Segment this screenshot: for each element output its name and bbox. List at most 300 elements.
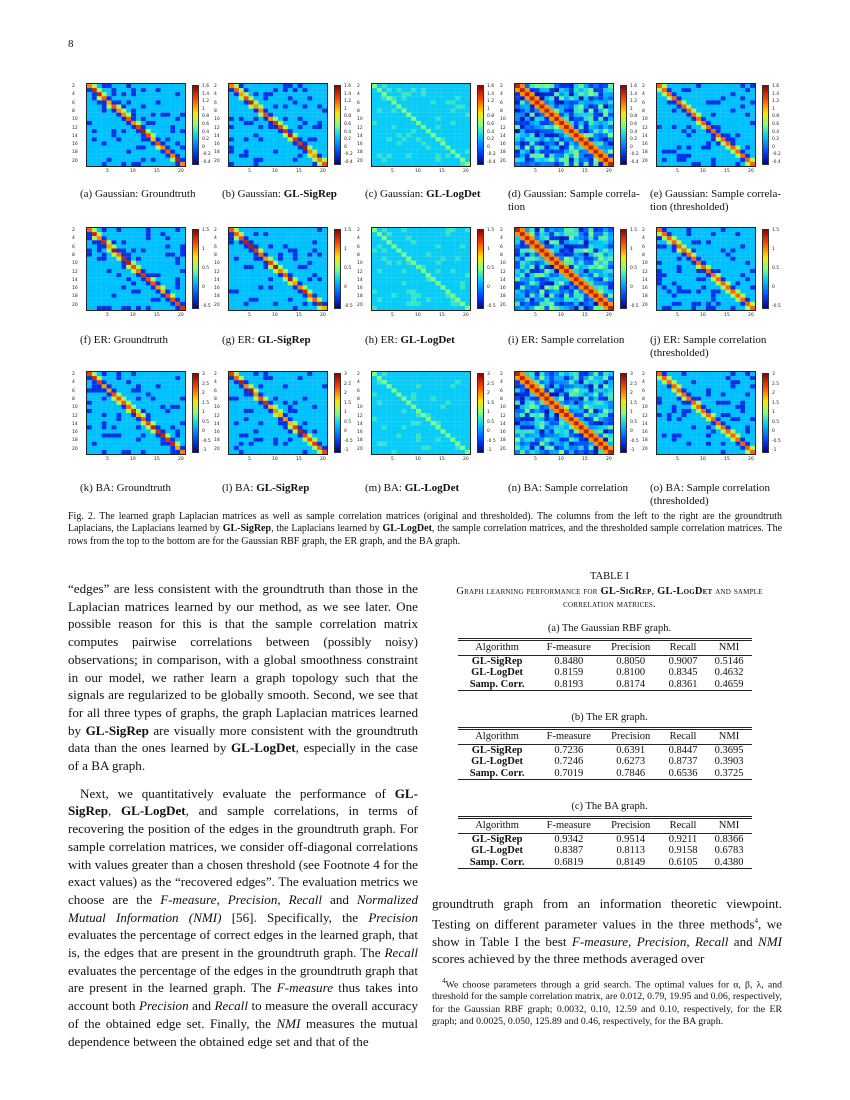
y-tick-label: 6 — [72, 244, 75, 250]
y-tick-label: 16 — [500, 430, 506, 436]
y-tick-label: 8 — [642, 252, 645, 258]
colorbar-tick-label: 1.4 — [630, 91, 638, 97]
table-subtitle-gaussian: (a) The Gaussian RBF graph. — [547, 623, 672, 634]
x-tick-label: 15 — [724, 457, 730, 462]
colorbar-tick-label: 1 — [487, 247, 490, 252]
colorbar-tick-label: -1 — [344, 448, 349, 453]
value-cell: 0.3903 — [714, 756, 744, 768]
colorbar-tick-label: 0 — [772, 429, 775, 434]
y-tick-label: 6 — [357, 100, 360, 106]
x-tick-label: 10 — [558, 457, 564, 462]
y-tick-label: 10 — [72, 261, 78, 267]
x-tick-label: 5 — [534, 457, 537, 462]
value-cell: 0.6391 — [616, 744, 646, 756]
y-tick-label: 12 — [642, 125, 648, 131]
value-cell: 0.4659 — [714, 678, 744, 690]
y-tick-label: 8 — [357, 108, 360, 114]
y-tick-label: 10 — [357, 117, 363, 123]
colorbar-tick-label: 0.2 — [202, 137, 210, 143]
y-tick-label: 6 — [72, 100, 75, 106]
colorbar-tick-label: -0.5 — [202, 304, 211, 309]
algorithm-cell: GL-SigRep — [471, 744, 523, 756]
y-tick-label: 14 — [357, 133, 363, 139]
y-tick-label: 16 — [72, 142, 78, 148]
algorithm-cell: GL-SigRep — [471, 655, 523, 667]
colorbar-tick-label: -0.5 — [772, 304, 781, 309]
y-tick-label: 20 — [357, 446, 363, 452]
column-header: Algorithm — [458, 729, 536, 745]
y-tick-label: 14 — [642, 277, 648, 283]
y-tick-label: 14 — [72, 421, 78, 427]
y-tick-label: 6 — [214, 388, 217, 394]
colorbar-tick-label: 0 — [630, 144, 633, 150]
colorbar-tick-label: -0.4 — [630, 160, 639, 165]
footnote-4: $^4$We choose parameters through a grid search. The optimal values for α, β, λ, and threshold for the sample correlation matrix, are 0.012, 0.79, 19.95 and 0.06, respectively, for the Gaussian RBF graph; 0.0032, 0.10, 12.59 and 0.10, respectively, for the ER graph; and 0.0025, 0.050, 125.89 and 0.46, respectively, for the BA graph. — [432, 977, 782, 1027]
colorbar-tick-label: -0.4 — [344, 160, 353, 165]
colorbar-tick-label: 2.5 — [630, 381, 638, 387]
subcaption-n: (n) BA: Sample correlation — [508, 482, 629, 494]
y-tick-label: 20 — [500, 446, 506, 452]
x-tick-label: 20 — [606, 169, 612, 174]
y-tick-label: 6 — [500, 388, 503, 394]
colorbar-tick-label: 0.4 — [630, 129, 638, 135]
y-tick-label: 12 — [72, 269, 78, 275]
page-number: 8 — [68, 38, 74, 50]
colorbar-tick-label: 1 — [202, 410, 205, 415]
colorbar — [477, 229, 484, 309]
y-tick-label: 14 — [214, 277, 220, 283]
x-tick-label: 5 — [106, 313, 109, 318]
colorbar-tick-label: 0.2 — [630, 137, 638, 143]
column-header: NMI — [706, 818, 752, 834]
y-tick-label: 8 — [214, 252, 217, 258]
y-tick-label: 10 — [214, 261, 220, 267]
colorbar — [477, 373, 484, 453]
x-tick-label: 20 — [178, 169, 184, 174]
value-cell: 0.9007 — [668, 655, 698, 667]
y-tick-label: 14 — [214, 421, 220, 427]
colorbar-tick-label: 0.2 — [772, 137, 780, 143]
y-tick-label: 16 — [214, 286, 220, 292]
value-cell: 0.8361 — [668, 678, 698, 690]
colorbar-tick-label: 1.5 — [630, 228, 638, 233]
x-tick-label: 5 — [248, 169, 251, 174]
x-tick-label: 20 — [320, 169, 326, 174]
colorbar-tick-label: 1 — [630, 106, 633, 112]
colorbar — [620, 229, 627, 309]
subcaption-d: (d) Gaussian: Sample correla- tion — [508, 188, 640, 213]
colorbar — [334, 85, 341, 165]
x-tick-label: 15 — [296, 169, 302, 174]
subcaption-l: (l) BA: GL-SigRep — [222, 482, 310, 494]
value-cell: 0.7236 — [554, 744, 584, 756]
y-tick-label: 2 — [500, 228, 503, 233]
colorbar-tick-label: 0.4 — [344, 129, 352, 135]
algorithm-cell: Samp. Corr. — [469, 856, 525, 868]
table-row — [458, 744, 752, 756]
y-tick-label: 12 — [357, 125, 363, 131]
table-title: Graph learning performance for GL-SigRep, GL-LogDet and sample correlation matrices. — [456, 586, 763, 610]
colorbar-tick-label: 1.4 — [487, 91, 495, 97]
colorbar-tick-label: 1.6 — [772, 84, 780, 89]
table-row — [458, 655, 752, 667]
y-tick-label: 12 — [214, 413, 220, 419]
colorbar-tick-label: 1 — [487, 106, 490, 112]
y-tick-label: 16 — [214, 430, 220, 436]
y-tick-label: 16 — [500, 286, 506, 292]
x-tick-label: 10 — [272, 457, 278, 462]
y-tick-label: 20 — [214, 158, 220, 164]
colorbar-tick-label: 1.4 — [772, 91, 780, 97]
x-tick-label: 15 — [582, 313, 588, 318]
value-cell: 0.7019 — [554, 767, 584, 779]
subcaption-h: (h) ER: GL-LogDet — [365, 334, 455, 346]
y-tick-label: 10 — [500, 405, 506, 411]
y-tick-label: 2 — [500, 84, 503, 89]
x-tick-label: 5 — [106, 457, 109, 462]
y-tick-label: 2 — [72, 228, 75, 233]
colorbar-tick-label: 0.5 — [630, 266, 638, 271]
colorbar-tick-label: 0.5 — [772, 419, 780, 425]
colorbar-tick-label: 1.5 — [630, 400, 638, 406]
colorbar-tick-label: 2 — [772, 391, 775, 396]
y-tick-label: 8 — [72, 108, 75, 114]
colorbar-tick-label: 1 — [487, 410, 490, 415]
colorbar-tick-label: -0.5 — [344, 304, 353, 309]
y-tick-label: 12 — [357, 269, 363, 275]
value-cell: 0.6819 — [554, 856, 584, 868]
colorbar-tick-label: 0 — [487, 429, 490, 434]
y-tick-label: 2 — [500, 372, 503, 377]
y-tick-label: 18 — [72, 438, 78, 444]
colorbar-tick-label: 2.5 — [487, 381, 495, 387]
x-tick-label: 5 — [534, 313, 537, 318]
x-tick-label: 15 — [154, 169, 160, 174]
colorbar-tick-label: 3 — [487, 372, 490, 377]
colorbar-tick-label: 1 — [772, 106, 775, 112]
colorbar-tick-label: 2 — [630, 391, 633, 396]
colorbar — [477, 85, 484, 165]
colorbar-tick-label: 1.4 — [344, 91, 352, 97]
y-tick-label: 6 — [642, 244, 645, 250]
value-cell: 0.9158 — [668, 845, 698, 857]
y-tick-label: 8 — [642, 396, 645, 402]
value-cell: 0.3695 — [714, 744, 744, 756]
colorbar-tick-label: 1.5 — [202, 400, 210, 406]
y-tick-label: 4 — [500, 380, 503, 386]
table-row — [458, 756, 752, 768]
colorbar-tick-label: 0.6 — [202, 122, 210, 127]
colorbar-tick-label: -0.4 — [772, 160, 781, 165]
colorbar-tick-label: -0.5 — [630, 304, 639, 309]
value-cell: 0.6273 — [616, 756, 646, 768]
y-tick-label: 8 — [214, 108, 217, 114]
x-tick-label: 10 — [415, 457, 421, 462]
left-column-text — [68, 580, 418, 1050]
y-tick-label: 20 — [214, 446, 220, 452]
colorbar-tick-label: 2.5 — [772, 381, 780, 387]
y-tick-label: 4 — [500, 236, 503, 242]
x-tick-label: 5 — [106, 169, 109, 174]
x-tick-label: 20 — [748, 169, 754, 174]
colorbar — [334, 373, 341, 453]
heatmap-c — [371, 83, 471, 167]
subcaption-b: (b) Gaussian: GL-SigRep — [222, 188, 337, 200]
heatmap-a — [86, 83, 186, 167]
y-tick-label: 12 — [500, 413, 506, 419]
value-cell: 0.8387 — [554, 845, 584, 857]
y-tick-label: 10 — [214, 405, 220, 411]
y-tick-label: 16 — [357, 430, 363, 436]
y-tick-label: 20 — [642, 302, 648, 308]
colorbar-tick-label: -0.5 — [344, 438, 353, 444]
y-tick-label: 18 — [357, 294, 363, 300]
x-tick-label: 10 — [700, 169, 706, 174]
x-tick-label: 20 — [178, 313, 184, 318]
table-row — [458, 679, 752, 691]
colorbar-tick-label: -0.2 — [772, 152, 781, 158]
y-tick-label: 12 — [72, 125, 78, 131]
table-row — [458, 857, 752, 869]
y-tick-label: 6 — [357, 388, 360, 394]
colorbar-tick-label: 1.5 — [344, 400, 352, 406]
colorbar-tick-label: 0.8 — [202, 114, 210, 120]
value-cell: 0.8737 — [668, 756, 698, 768]
heatmap-h — [371, 227, 471, 311]
y-tick-label: 2 — [642, 228, 645, 233]
x-tick-label: 20 — [178, 457, 184, 462]
y-tick-label: 14 — [357, 421, 363, 427]
y-tick-label: 18 — [72, 150, 78, 156]
y-tick-label: 18 — [214, 294, 220, 300]
colorbar-tick-label: 0.8 — [344, 114, 352, 120]
y-tick-label: 4 — [357, 380, 360, 386]
table-gaussian — [458, 638, 752, 691]
y-tick-label: 4 — [642, 380, 645, 386]
colorbar-tick-label: 0 — [630, 285, 633, 290]
y-tick-label: 4 — [72, 92, 75, 98]
colorbar — [192, 85, 199, 165]
x-tick-label: 5 — [676, 313, 679, 318]
table-er — [458, 727, 752, 780]
right-column-text — [432, 895, 782, 968]
y-tick-label: 20 — [72, 302, 78, 308]
column-header: NMI — [706, 729, 752, 745]
y-tick-label: 14 — [72, 133, 78, 139]
x-tick-label: 10 — [700, 457, 706, 462]
x-tick-label: 15 — [439, 169, 445, 174]
colorbar — [762, 229, 769, 309]
x-tick-label: 15 — [724, 169, 730, 174]
colorbar — [620, 373, 627, 453]
colorbar-tick-label: 0.5 — [487, 266, 495, 271]
x-tick-label: 5 — [248, 313, 251, 318]
x-tick-label: 20 — [320, 313, 326, 318]
x-tick-label: 10 — [130, 169, 136, 174]
value-cell: 0.3725 — [714, 767, 744, 779]
y-tick-label: 20 — [500, 158, 506, 164]
y-tick-label: 10 — [642, 261, 648, 267]
colorbar-tick-label: -0.2 — [630, 152, 639, 158]
colorbar — [192, 373, 199, 453]
y-tick-label: 10 — [642, 405, 648, 411]
value-cell: 0.8366 — [714, 833, 744, 845]
paragraph-2: Next, we quantitatively evaluate the performance of GL-SigRep, GL-LogDet, and sample correlations, in terms of recovering the position of the edges in the groundtruth graph. For sample correlation matrices, we consider off-diagonal correlations with values greater than a chosen threshold (see Footnote 4 for the exact values) as the “recovered edges”. The evaluation metrics we choose are the F-measure, Precision, Recall and Normalized Mutual Information (NMI) [56]. Specifically, the Precision evaluates the percentage of correct edges in the learned graph, that is, the edges that are present in the groundtruth graph. The Recall evaluates the percentage of the edges in the groundtruth graph that are present in the learned graph. The F-measure thus takes into account both Precision and Recall to measure the overall accuracy of the obtained edge set. Finally, the NMI measures the mutual dependence between the obtained edge set and that of the — [68, 785, 419, 1049]
subcaption-j: (j) ER: Sample correlation (thresholded) — [650, 334, 767, 359]
y-tick-label: 14 — [642, 133, 648, 139]
colorbar-tick-label: 0 — [630, 429, 633, 434]
x-tick-label: 5 — [676, 169, 679, 174]
x-tick-label: 10 — [415, 169, 421, 174]
colorbar-tick-label: 0 — [344, 429, 347, 434]
y-tick-label: 6 — [214, 100, 217, 106]
table-subtitle-ba: (c) The BA graph. — [571, 801, 648, 812]
y-tick-label: 8 — [642, 108, 645, 114]
subcaption-m: (m) BA: GL-LogDet — [365, 482, 460, 494]
subcaption-o: (o) BA: Sample correlation (thresholded) — [650, 482, 771, 507]
table-subtitle-er: (b) The ER graph. — [571, 712, 648, 723]
subcaption-g: (g) ER: GL-SigRep — [222, 334, 311, 346]
heatmap-g — [228, 227, 328, 311]
colorbar-tick-label: 2 — [487, 391, 490, 396]
x-tick-label: 10 — [558, 313, 564, 318]
y-tick-label: 4 — [72, 380, 75, 386]
algorithm-cell: Samp. Corr. — [469, 767, 525, 779]
column-header: Recall — [660, 640, 706, 656]
colorbar-tick-label: 1 — [202, 106, 205, 112]
colorbar-tick-label: 0.5 — [344, 419, 352, 425]
colorbar-tick-label: 1 — [344, 106, 347, 112]
y-tick-label: 6 — [214, 244, 217, 250]
colorbar — [762, 85, 769, 165]
value-cell: 0.6783 — [714, 845, 744, 857]
y-tick-label: 4 — [357, 92, 360, 98]
colorbar-tick-label: 1.2 — [772, 99, 780, 105]
y-tick-label: 18 — [357, 438, 363, 444]
colorbar-tick-label: 1.5 — [487, 400, 495, 406]
colorbar-tick-label: 0 — [772, 144, 775, 150]
heatmap-d — [514, 83, 614, 167]
y-tick-label: 16 — [642, 142, 648, 148]
y-tick-label: 20 — [214, 302, 220, 308]
y-tick-label: 20 — [72, 446, 78, 452]
colorbar-tick-label: 0.2 — [344, 137, 352, 143]
x-tick-label: 15 — [724, 313, 730, 318]
y-tick-label: 20 — [500, 302, 506, 308]
colorbar-tick-label: 3 — [772, 372, 775, 377]
x-tick-label: 10 — [272, 313, 278, 318]
y-tick-label: 16 — [500, 142, 506, 148]
column-header: Recall — [660, 729, 706, 745]
value-cell: 0.8113 — [616, 845, 645, 857]
y-tick-label: 6 — [72, 388, 75, 394]
colorbar-tick-label: 1.5 — [344, 228, 352, 233]
y-tick-label: 12 — [500, 125, 506, 131]
table-row — [458, 845, 752, 857]
y-tick-label: 16 — [642, 430, 648, 436]
subcaption-k: (k) BA: Groundtruth — [80, 482, 172, 494]
y-tick-label: 8 — [214, 396, 217, 402]
y-tick-label: 2 — [642, 372, 645, 377]
subcaption-i: (i) ER: Sample correlation — [508, 334, 625, 346]
y-tick-label: 18 — [214, 438, 220, 444]
value-cell: 0.8447 — [668, 744, 698, 756]
colorbar-tick-label: 1.6 — [487, 84, 495, 89]
colorbar-tick-label: 1 — [202, 247, 205, 252]
y-tick-label: 20 — [72, 158, 78, 164]
x-tick-label: 10 — [700, 313, 706, 318]
y-tick-label: 2 — [214, 84, 217, 89]
colorbar-tick-label: 0.6 — [344, 122, 352, 127]
value-cell: 0.9514 — [616, 833, 646, 845]
y-tick-label: 12 — [214, 269, 220, 275]
y-tick-label: 10 — [72, 405, 78, 411]
y-tick-label: 6 — [357, 244, 360, 250]
value-cell: 0.8100 — [616, 667, 646, 679]
colorbar-tick-label: 2 — [202, 391, 205, 396]
y-tick-label: 10 — [500, 261, 506, 267]
colorbar — [762, 373, 769, 453]
y-tick-label: 2 — [642, 84, 645, 89]
colorbar-tick-label: 0 — [344, 285, 347, 290]
colorbar-tick-label: 0.2 — [487, 137, 495, 143]
x-tick-label: 5 — [391, 457, 394, 462]
value-cell: 0.8174 — [616, 678, 646, 690]
heatmap-f — [86, 227, 186, 311]
y-tick-label: 14 — [500, 421, 506, 427]
x-tick-label: 15 — [439, 313, 445, 318]
x-tick-label: 5 — [391, 313, 394, 318]
subcaption-f: (f) ER: Groundtruth — [80, 334, 168, 346]
value-cell: 0.7246 — [554, 756, 584, 768]
heatmap-l — [228, 371, 328, 455]
colorbar-tick-label: 0.5 — [487, 419, 495, 425]
y-tick-label: 14 — [357, 277, 363, 283]
y-tick-label: 6 — [642, 388, 645, 394]
subcaption-a: (a) Gaussian: Groundtruth — [80, 188, 196, 200]
colorbar-tick-label: -0.5 — [630, 438, 639, 444]
colorbar-tick-label: 2.5 — [202, 381, 210, 387]
x-tick-label: 10 — [272, 169, 278, 174]
x-tick-label: 20 — [463, 457, 469, 462]
value-cell: 0.6105 — [668, 856, 698, 868]
y-tick-label: 10 — [357, 261, 363, 267]
y-tick-label: 4 — [214, 380, 217, 386]
value-cell: 0.7846 — [616, 767, 646, 779]
colorbar-tick-label: 0.4 — [772, 129, 780, 135]
algorithm-cell: GL-LogDet — [471, 667, 524, 679]
x-tick-label: 10 — [415, 313, 421, 318]
column-header: Precision — [601, 818, 660, 834]
value-cell: 0.9211 — [668, 833, 698, 845]
colorbar-tick-label: 1 — [630, 410, 633, 415]
table-row — [458, 667, 752, 679]
colorbar-tick-label: 1.6 — [630, 84, 638, 89]
colorbar-tick-label: -0.2 — [487, 152, 496, 158]
value-cell: 0.8480 — [554, 655, 584, 667]
y-tick-label: 16 — [72, 286, 78, 292]
y-tick-label: 16 — [214, 142, 220, 148]
colorbar-tick-label: 1 — [772, 410, 775, 415]
y-tick-label: 16 — [357, 142, 363, 148]
colorbar-tick-label: 0.8 — [487, 114, 495, 120]
colorbar — [334, 229, 341, 309]
y-tick-label: 18 — [500, 294, 506, 300]
column-header: Precision — [601, 729, 660, 745]
table-row — [458, 768, 752, 780]
colorbar-tick-label: 1.5 — [487, 228, 495, 233]
heatmap-i — [514, 227, 614, 311]
